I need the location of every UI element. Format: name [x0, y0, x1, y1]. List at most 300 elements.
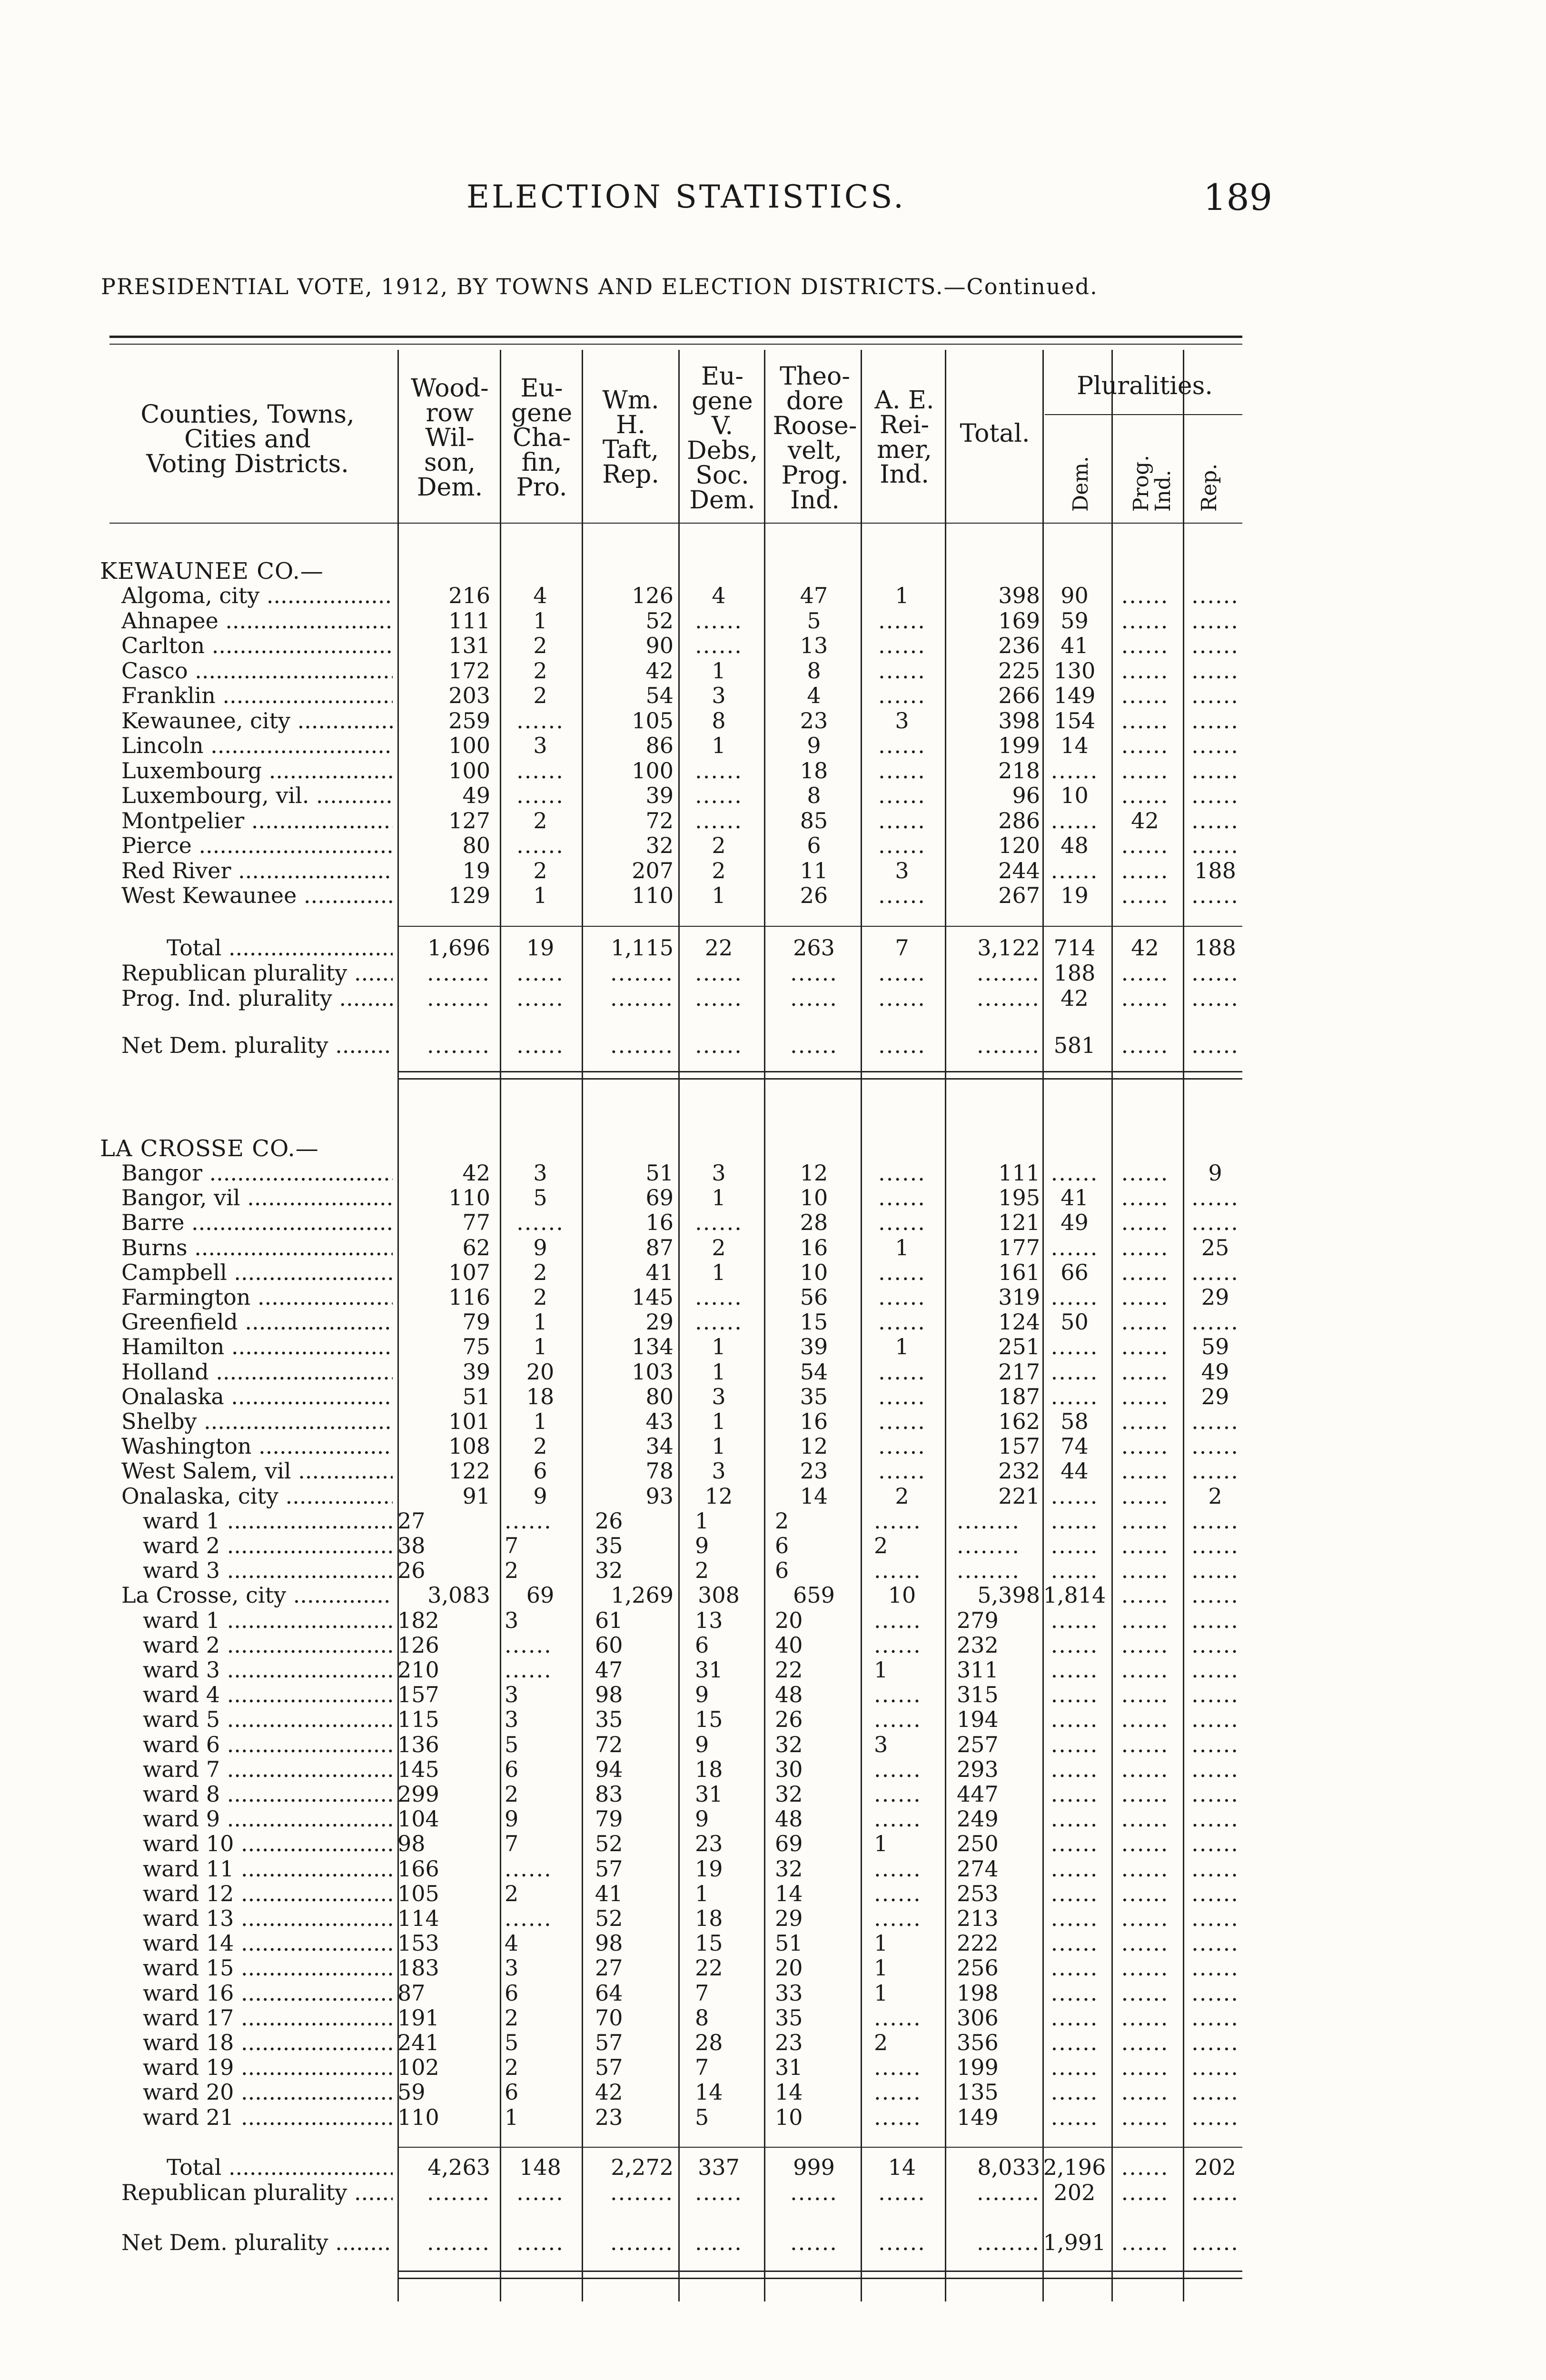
- cell-chafin: 2: [505, 1557, 519, 1584]
- cell-reimer: ......: [878, 607, 926, 634]
- cell-plur-dem: 66: [1060, 1259, 1089, 1285]
- cell-reimer: ......: [878, 733, 926, 758]
- cell-plur-dem: ......: [1050, 1359, 1099, 1385]
- header-line: son,: [424, 448, 476, 477]
- cell-wilson: 27: [397, 1507, 426, 1534]
- cell-roosevelt: 32: [775, 1855, 803, 1882]
- cell-chafin: 148: [519, 2154, 561, 2180]
- cell-plur-dem: 714: [1053, 935, 1096, 961]
- cell-chafin: 20: [526, 1359, 555, 1385]
- cell-chafin: 3: [533, 733, 547, 758]
- cell-taft: 207: [632, 857, 674, 883]
- row-label: Republican plurality .....: [121, 961, 393, 985]
- cell-chafin: 1: [533, 1334, 547, 1360]
- row-label: Washington .....: [121, 1434, 393, 1458]
- cell-taft: 35: [595, 1706, 623, 1733]
- cell-taft: ........: [610, 985, 674, 1011]
- cell-plur-prog: ......: [1121, 1905, 1169, 1931]
- header-line: Eu-: [520, 374, 563, 403]
- cell-roosevelt: 23: [800, 707, 828, 734]
- cell-chafin: 2: [505, 1880, 519, 1906]
- cell-plur-rep: ......: [1191, 2180, 1239, 2205]
- cell-plur-prog: ......: [1121, 1657, 1169, 1683]
- cell-total: 121: [998, 1210, 1040, 1236]
- cell-debs: 3: [712, 683, 726, 708]
- cell-roosevelt: 6: [807, 833, 821, 858]
- cell-taft: 90: [645, 633, 674, 658]
- header-chafin: [504, 376, 580, 500]
- header-line: Dem.: [689, 486, 755, 515]
- cell-total: 256: [957, 1955, 999, 1981]
- cell-total: 279: [957, 1607, 999, 1633]
- cell-plur-rep: ......: [1191, 2230, 1239, 2255]
- cell-reimer: ......: [874, 2104, 922, 2130]
- cell-plur-dem: ......: [1050, 1160, 1099, 1186]
- cell-plur-dem: ......: [1050, 1706, 1099, 1733]
- cell-roosevelt: 22: [775, 1657, 803, 1683]
- table-row: [0, 2155, 1546, 2180]
- header-line: Soc.: [695, 461, 749, 490]
- cell-chafin: ......: [516, 1210, 564, 1236]
- cell-debs: ......: [695, 1210, 743, 1236]
- cell-debs: 19: [695, 1855, 723, 1882]
- cell-plur-dem: 44: [1060, 1458, 1089, 1484]
- cell-plur-prog: ......: [1121, 1359, 1169, 1385]
- cell-debs: 9: [695, 1806, 709, 1832]
- row-label: Barre .....: [121, 1210, 393, 1235]
- cell-debs: 4: [712, 583, 726, 608]
- table-row: [0, 1309, 1546, 1334]
- cell-roosevelt: 10: [775, 2104, 803, 2130]
- header-wilson: [402, 376, 497, 500]
- cell-plur-prog: ......: [1121, 1259, 1169, 1285]
- table-row: [0, 1334, 1546, 1359]
- cell-total: 286: [998, 807, 1040, 833]
- cell-taft: 52: [645, 607, 674, 634]
- cell-total: 319: [998, 1284, 1040, 1310]
- cell-plur-rep: ......: [1191, 1259, 1239, 1285]
- cell-chafin: 2: [505, 2054, 519, 2081]
- cell-debs: ......: [695, 1284, 743, 1310]
- cell-total: 222: [957, 1930, 999, 1956]
- cell-roosevelt: 28: [800, 1210, 828, 1236]
- cell-roosevelt: 2: [775, 1507, 789, 1534]
- cell-chafin: ......: [516, 833, 564, 858]
- cell-plur-dem: ......: [1050, 2004, 1099, 2031]
- header-district-line: Counties, Towns,: [140, 400, 355, 429]
- cell-chafin: 1: [505, 2104, 519, 2130]
- cell-reimer: ......: [878, 1458, 926, 1484]
- cell-total: 306: [957, 2004, 999, 2031]
- cell-chafin: 5: [505, 1731, 519, 1757]
- cell-wilson: ........: [427, 2230, 490, 2255]
- cell-taft: 41: [595, 1880, 623, 1906]
- row-label: ward 21 .....: [143, 2105, 393, 2130]
- cell-reimer: ......: [874, 2054, 922, 2081]
- cell-debs: 1: [712, 657, 726, 684]
- cell-plur-prog: ......: [1121, 1533, 1169, 1558]
- table-row: [0, 808, 1546, 833]
- cell-chafin: ......: [505, 1657, 552, 1683]
- cell-plur-rep: ......: [1191, 733, 1239, 758]
- cell-reimer: 1: [874, 1955, 888, 1981]
- cell-roosevelt: 54: [800, 1359, 828, 1385]
- cell-taft: 41: [645, 1259, 674, 1285]
- cell-taft: 93: [645, 1483, 674, 1509]
- table-row: [0, 986, 1546, 1011]
- cell-wilson: 210: [397, 1657, 439, 1683]
- cell-plur-prog: ......: [1121, 2230, 1169, 2255]
- header-plur-rep: Rep.: [1197, 463, 1221, 512]
- cell-taft: 35: [595, 1533, 623, 1558]
- cell-wilson: 75: [462, 1334, 490, 1360]
- cell-reimer: 2: [874, 1533, 888, 1558]
- cell-total: 447: [957, 1781, 999, 1807]
- cell-wilson: 299: [397, 1781, 439, 1807]
- header-taft: [585, 388, 676, 487]
- top-rule-inner: [109, 344, 1242, 345]
- cell-taft: 87: [645, 1234, 674, 1260]
- cell-plur-rep: ......: [1191, 1682, 1239, 1708]
- cell-taft: 60: [595, 1632, 623, 1658]
- row-label: Total .....: [167, 2155, 393, 2180]
- header-line: Ind.: [790, 486, 840, 515]
- cell-roosevelt: 26: [800, 883, 828, 908]
- cell-debs: 2: [695, 1557, 709, 1584]
- cell-plur-dem: ......: [1050, 1557, 1099, 1584]
- cell-total: 199: [957, 2054, 999, 2081]
- row-label: Lincoln .....: [121, 733, 393, 758]
- cell-plur-rep: ......: [1191, 2030, 1239, 2055]
- cell-chafin: 2: [533, 857, 547, 883]
- cell-debs: 7: [695, 2054, 709, 2081]
- cell-wilson: 59: [397, 2079, 426, 2105]
- cell-plur-prog: ......: [1121, 1234, 1169, 1260]
- cell-plur-rep: 29: [1201, 1383, 1229, 1409]
- cell-plur-prog: ......: [1121, 1309, 1169, 1335]
- cell-plur-rep: 188: [1194, 935, 1236, 961]
- cell-chafin: 7: [505, 1831, 519, 1857]
- table-row: [0, 858, 1546, 883]
- table-row: [0, 1033, 1546, 1058]
- cell-plur-prog: ......: [1121, 1334, 1169, 1360]
- header-line: Debs,: [687, 436, 758, 465]
- cell-plur-rep: ......: [1191, 2104, 1239, 2130]
- cell-plur-rep: 49: [1201, 1359, 1229, 1385]
- top-rule: [109, 336, 1242, 338]
- cell-total: 162: [998, 1408, 1040, 1434]
- cell-plur-dem: ......: [1050, 1955, 1099, 1981]
- header-line: Prog.: [781, 461, 849, 490]
- row-label: Holland .....: [121, 1359, 393, 1384]
- table-row: [0, 1484, 1546, 1508]
- cell-wilson: ........: [427, 985, 490, 1011]
- cell-plur-dem: ......: [1050, 1284, 1099, 1310]
- cell-plur-dem: 154: [1053, 707, 1096, 734]
- cell-total: 195: [998, 1185, 1040, 1211]
- cell-chafin: 2: [505, 2004, 519, 2031]
- row-label: Burns .....: [121, 1235, 393, 1260]
- cell-total: 267: [998, 883, 1040, 908]
- table-row: [0, 1558, 1546, 1583]
- cell-roosevelt: 39: [800, 1334, 828, 1360]
- cell-roosevelt: ......: [790, 960, 838, 986]
- cell-taft: 70: [595, 2004, 623, 2031]
- cell-taft: 32: [645, 833, 674, 858]
- cell-debs: 1: [712, 1408, 726, 1434]
- cell-chafin: 1: [533, 1408, 547, 1434]
- cell-plur-rep: 25: [1201, 1234, 1229, 1260]
- cell-taft: 80: [645, 1383, 674, 1409]
- cell-plur-prog: ......: [1121, 1160, 1169, 1186]
- cell-taft: 94: [595, 1756, 623, 1782]
- row-label: Franklin .....: [121, 683, 393, 708]
- cell-plur-dem: ......: [1050, 1507, 1099, 1534]
- table-row: [0, 1608, 1546, 1633]
- header-roosevelt: [767, 364, 862, 513]
- cell-total: ........: [977, 2180, 1040, 2205]
- cell-chafin: 2: [533, 1433, 547, 1459]
- cell-wilson: 216: [448, 583, 490, 608]
- cell-roosevelt: 47: [800, 583, 828, 608]
- cell-total: 111: [998, 1160, 1040, 1186]
- cell-chafin: 3: [533, 1160, 547, 1186]
- table-row: [0, 2230, 1546, 2255]
- header-line: V.: [712, 412, 733, 440]
- cell-chafin: ......: [505, 1905, 552, 1931]
- cell-debs: 9: [695, 1682, 709, 1708]
- cell-reimer: ......: [874, 2004, 922, 2031]
- cell-plur-rep: ......: [1191, 783, 1239, 808]
- row-label: ward 17 .....: [143, 2005, 393, 2030]
- cell-plur-rep: ......: [1191, 1185, 1239, 1211]
- cell-roosevelt: 69: [775, 1831, 803, 1857]
- cell-taft: 72: [595, 1731, 623, 1757]
- cell-wilson: 116: [448, 1284, 490, 1310]
- cell-reimer: ......: [874, 1632, 922, 1658]
- table-row: [0, 1856, 1546, 1881]
- cell-reimer: 1: [874, 1831, 888, 1857]
- cell-total: ........: [977, 2230, 1040, 2255]
- cell-plur-dem: ......: [1050, 1930, 1099, 1956]
- cell-roosevelt: 12: [800, 1433, 828, 1459]
- pluralities-rule: [1045, 414, 1242, 415]
- cell-plur-rep: ......: [1191, 583, 1239, 608]
- cell-debs: 8: [695, 2004, 709, 2031]
- cell-plur-rep: ......: [1191, 1955, 1239, 1981]
- cell-debs: 308: [698, 1582, 740, 1608]
- cell-taft: 57: [595, 1855, 623, 1882]
- cell-debs: 7: [695, 1980, 709, 2006]
- row-label: ward 13 .....: [143, 1906, 393, 1931]
- cell-total: 311: [957, 1657, 999, 1683]
- cell-plur-dem: 90: [1060, 583, 1089, 608]
- cell-wilson: 241: [397, 2030, 439, 2055]
- cell-taft: 26: [595, 1507, 623, 1534]
- cell-chafin: 3: [505, 1682, 519, 1708]
- header-line: Cha-: [513, 424, 571, 452]
- cell-plur-prog: ......: [1121, 1507, 1169, 1534]
- header-line: Taft,: [602, 436, 659, 464]
- cell-plur-rep: ......: [1191, 1210, 1239, 1236]
- table-row: [0, 1906, 1546, 1931]
- cell-wilson: 4,263: [427, 2154, 490, 2180]
- cell-plur-rep: ......: [1191, 633, 1239, 658]
- cell-taft: 105: [632, 707, 674, 734]
- row-label: Net Dem. plurality .....: [121, 1033, 393, 1058]
- cell-plur-prog: ......: [1121, 1930, 1169, 1956]
- table-row: [0, 1210, 1546, 1235]
- cell-taft: 69: [645, 1185, 674, 1211]
- cell-plur-prog: ......: [1121, 985, 1169, 1011]
- row-label: ward 18 .....: [143, 2030, 393, 2055]
- cell-plur-rep: 202: [1194, 2154, 1236, 2180]
- row-label: ward 20 .....: [143, 2080, 393, 2104]
- cell-total: 187: [998, 1383, 1040, 1409]
- cell-taft: 1,115: [611, 935, 674, 961]
- cell-taft: 2,272: [611, 2154, 674, 2180]
- cell-chafin: 9: [505, 1806, 519, 1832]
- cell-plur-rep: ......: [1191, 2079, 1239, 2105]
- table-row: [0, 1235, 1546, 1260]
- cell-reimer: 3: [874, 1731, 888, 1757]
- cell-plur-prog: ......: [1121, 1383, 1169, 1409]
- cell-plur-rep: ......: [1191, 1557, 1239, 1584]
- table-row: [0, 1359, 1546, 1384]
- cell-plur-prog: ......: [1121, 1582, 1169, 1608]
- cell-chafin: ......: [516, 2230, 564, 2255]
- table-row: [0, 633, 1546, 658]
- row-label: Republican plurality .....: [121, 2180, 393, 2205]
- cell-taft: 100: [632, 757, 674, 783]
- cell-debs: ......: [695, 2180, 743, 2205]
- running-head: ELECTION STATISTICS.: [466, 178, 906, 215]
- cell-wilson: 39: [462, 1359, 490, 1385]
- cell-total: ........: [957, 1557, 1020, 1584]
- cell-roosevelt: 18: [800, 757, 828, 783]
- table-row: [0, 1533, 1546, 1558]
- cell-plur-rep: ......: [1191, 1930, 1239, 1956]
- cell-debs: 22: [695, 1955, 723, 1981]
- cell-total: 199: [998, 733, 1040, 758]
- cell-chafin: 1: [533, 883, 547, 908]
- cell-total: 217: [998, 1359, 1040, 1385]
- cell-plur-rep: ......: [1191, 1408, 1239, 1434]
- cell-total: 124: [998, 1309, 1040, 1335]
- cell-wilson: 191: [397, 2004, 439, 2031]
- cell-plur-prog: ......: [1121, 1706, 1169, 1733]
- cell-wilson: 79: [462, 1309, 490, 1335]
- cell-plur-rep: 9: [1208, 1160, 1222, 1186]
- cell-plur-rep: ......: [1191, 1880, 1239, 1906]
- cell-chafin: ......: [516, 707, 564, 734]
- cell-taft: 57: [595, 2030, 623, 2055]
- cell-wilson: 42: [462, 1160, 490, 1186]
- cell-plur-rep: ......: [1191, 1507, 1239, 1534]
- cell-chafin: 3: [505, 1955, 519, 1981]
- cell-plur-rep: ......: [1191, 1980, 1239, 2006]
- cell-plur-prog: ......: [1121, 2030, 1169, 2055]
- rule: [397, 926, 1242, 927]
- cell-total: ........: [977, 1032, 1040, 1058]
- cell-wilson: 100: [448, 757, 490, 783]
- cell-reimer: 2: [874, 2030, 888, 2055]
- cell-wilson: ........: [427, 1032, 490, 1058]
- cell-plur-dem: ......: [1050, 1483, 1099, 1509]
- cell-wilson: 203: [448, 683, 490, 708]
- cell-plur-rep: ......: [1191, 1309, 1239, 1335]
- cell-debs: 31: [695, 1781, 723, 1807]
- cell-plur-rep: ......: [1191, 1433, 1239, 1459]
- cell-roosevelt: 10: [800, 1259, 828, 1285]
- cell-wilson: 104: [397, 1806, 439, 1832]
- cell-roosevelt: 10: [800, 1185, 828, 1211]
- cell-wilson: 51: [462, 1383, 490, 1409]
- cell-chafin: 6: [533, 1458, 547, 1484]
- row-label: West Kewaunee .....: [121, 883, 393, 908]
- cell-chafin: ......: [505, 1855, 552, 1882]
- cell-reimer: ......: [878, 657, 926, 684]
- cell-reimer: ......: [874, 1905, 922, 1931]
- row-label: Net Dem. plurality .....: [121, 2230, 393, 2255]
- cell-plur-prog: ......: [1121, 833, 1169, 858]
- cell-reimer: ......: [874, 1806, 922, 1832]
- cell-taft: 110: [632, 883, 674, 908]
- cell-roosevelt: 5: [807, 607, 821, 634]
- row-label: Luxembourg, vil. .....: [121, 783, 393, 808]
- cell-taft: 72: [645, 807, 674, 833]
- cell-total: ........: [957, 1533, 1020, 1558]
- table-row: [0, 1831, 1546, 1856]
- cell-roosevelt: 29: [775, 1905, 803, 1931]
- cell-wilson: 110: [448, 1185, 490, 1211]
- cell-total: 157: [998, 1433, 1040, 1459]
- cell-plur-prog: ......: [1121, 1781, 1169, 1807]
- cell-wilson: 108: [448, 1433, 490, 1459]
- cell-reimer: ......: [874, 1781, 922, 1807]
- cell-wilson: 129: [448, 883, 490, 908]
- cell-total: 398: [998, 583, 1040, 608]
- cell-roosevelt: 32: [775, 1781, 803, 1807]
- row-label: ward 12 .....: [143, 1881, 393, 1906]
- cell-plur-dem: ......: [1050, 1657, 1099, 1683]
- row-label: ward 15 .....: [143, 1955, 393, 1980]
- header-line: gene: [692, 387, 753, 416]
- cell-roosevelt: 31: [775, 2054, 803, 2081]
- cell-chafin: ......: [516, 757, 564, 783]
- table-row: [0, 733, 1546, 758]
- header-line: Dem.: [416, 473, 483, 502]
- cell-plur-dem: 49: [1060, 1210, 1089, 1236]
- cell-plur-dem: 188: [1053, 960, 1096, 986]
- cell-roosevelt: 263: [793, 935, 835, 961]
- cell-plur-prog: ......: [1121, 2104, 1169, 2130]
- header-plur-prog: [1130, 455, 1174, 512]
- cell-plur-dem: ......: [1050, 1831, 1099, 1857]
- cell-reimer: ......: [878, 1284, 926, 1310]
- cell-debs: 12: [704, 1483, 733, 1509]
- cell-plur-dem: 14: [1060, 733, 1089, 758]
- row-label: ward 19 .....: [143, 2055, 393, 2080]
- cell-plur-dem: 149: [1053, 683, 1096, 708]
- cell-reimer: ......: [874, 1855, 922, 1882]
- cell-total: 161: [998, 1259, 1040, 1285]
- cell-debs: 3: [712, 1160, 726, 1186]
- table-row: [0, 1508, 1546, 1533]
- row-label: ward 4 .....: [143, 1682, 393, 1707]
- table-row: [0, 2005, 1546, 2030]
- table-row: [0, 1732, 1546, 1757]
